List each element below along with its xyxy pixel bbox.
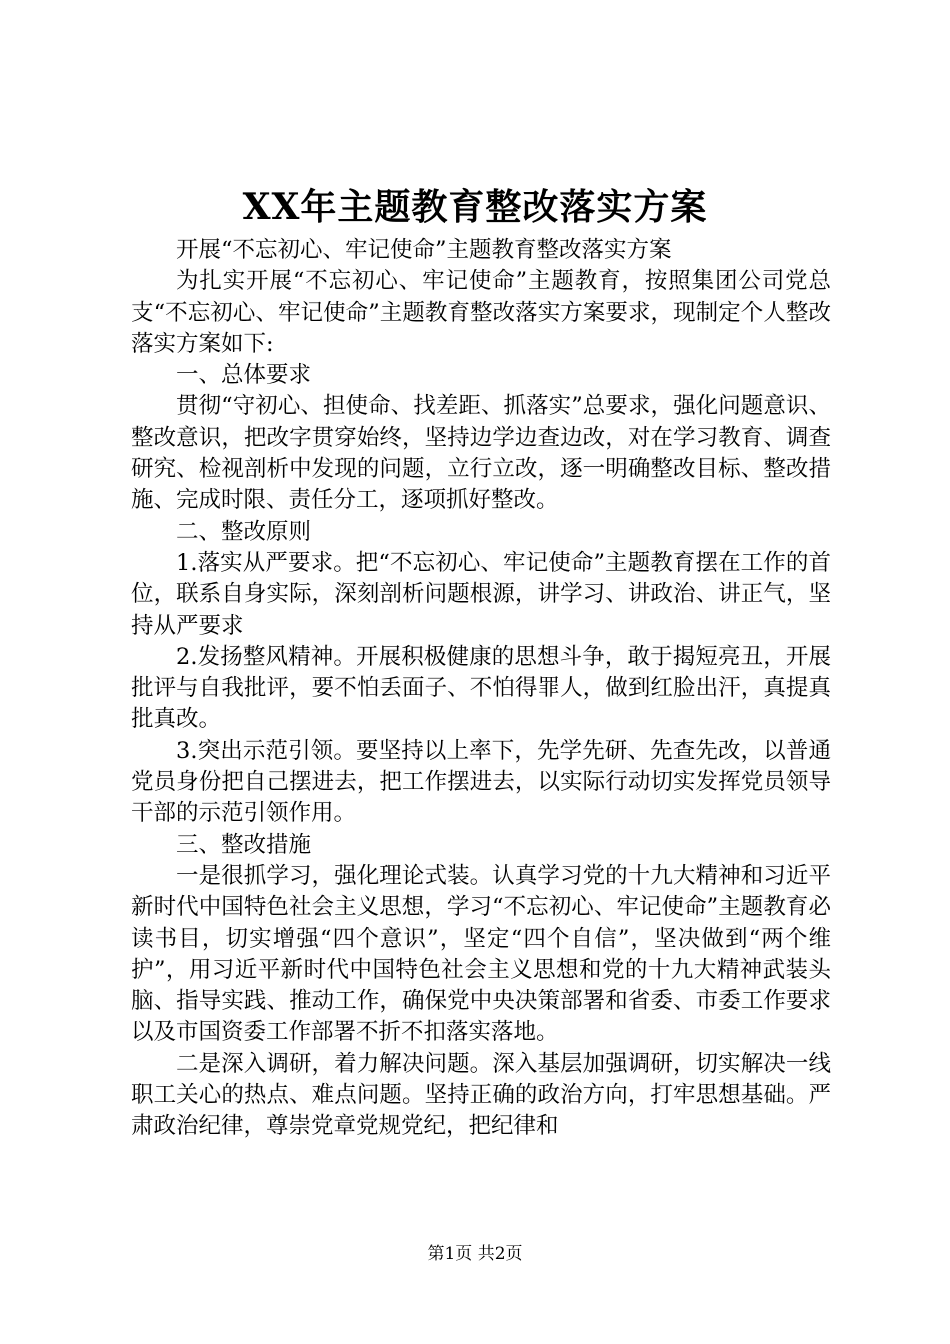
document-body [131, 235, 831, 1143]
paragraph-principle-2: 2.发扬整风精神。开展积极健康的思想斗争，敢于揭短亮丑，开展批评与自我批评，要不怕丢面子、不怕得罪人，做到红脸出汗，真提真批真改。 [131, 643, 831, 733]
section-heading-overall-requirements: 一、总体要求 [176, 362, 312, 389]
section-heading-principles: 二、整改原则 [176, 518, 312, 545]
paragraph-subtitle: 开展“不忘初心、牢记使命”主题教育整改落实方案 [176, 237, 672, 263]
section-heading-measures: 三、整改措施 [176, 831, 312, 858]
paragraph-intro: 为扎实开展“不忘初心、牢记使命”主题教育，按照集团公司党总支“不忘初心、牢记使命”主题教育整改落实方案要求，现制定个人整改落实方案如下: [131, 268, 831, 357]
page-indicator: 第1页 共2页 [427, 1244, 523, 1264]
paragraph-measure-2: 二是深入调研，着力解决问题。深入基层加强调研，切实解决一线职工关心的热点、难点问题。坚持正确的政治方向，打牢思想基础。严肃政治纪律，尊崇党章党规党纪，把纪律和 [131, 1050, 831, 1140]
paragraph-measure-1: 一是很抓学习，强化理论式装。认真学习党的十九大精神和习近平新时代中国特色社会主义思想，学习“不忘初心、牢记使命”主题教育必读书目，切实增强“四个意识”，坚定“四个自信”，坚决做到“两个维护”，用习近平新时代中国特色社会主义思想和党的十九大精神武装头脑、指导实践、推动工作，确保党中央决策部署和省委、市委工作要求以及市国资委工作部署不折不扣落实落地。 [131, 862, 831, 1046]
paragraph-principle-1: 1.落实从严要求。把“不忘初心、牢记使命”主题教育摆在工作的首位，联系自身实际，深刻剖析问题根源，讲学习、讲政治、讲正气，坚持从严要求 [131, 549, 831, 639]
paragraph-overall-requirements: 贯彻“守初心、担使命、找差距、抓落实”总要求，强化问题意识、整改意识，把改字贯穿始终，坚持边学边查边改，对在学习教育、调查研究、检视剖析中发现的问题，立行立改，逐一明确整改目标、整改措施、完成时限、责任分工，逐项抓好整改。 [131, 393, 831, 514]
document-title: XX年主题教育整改落实方案 [242, 186, 708, 228]
paragraph-principle-3: 3.突出示范引领。要坚持以上率下，先学先研、先查先改，以普通党员身份把自己摆进去，把工作摆进去，以实际行动切实发挥党员领导干部的示范引领作用。 [131, 737, 831, 827]
